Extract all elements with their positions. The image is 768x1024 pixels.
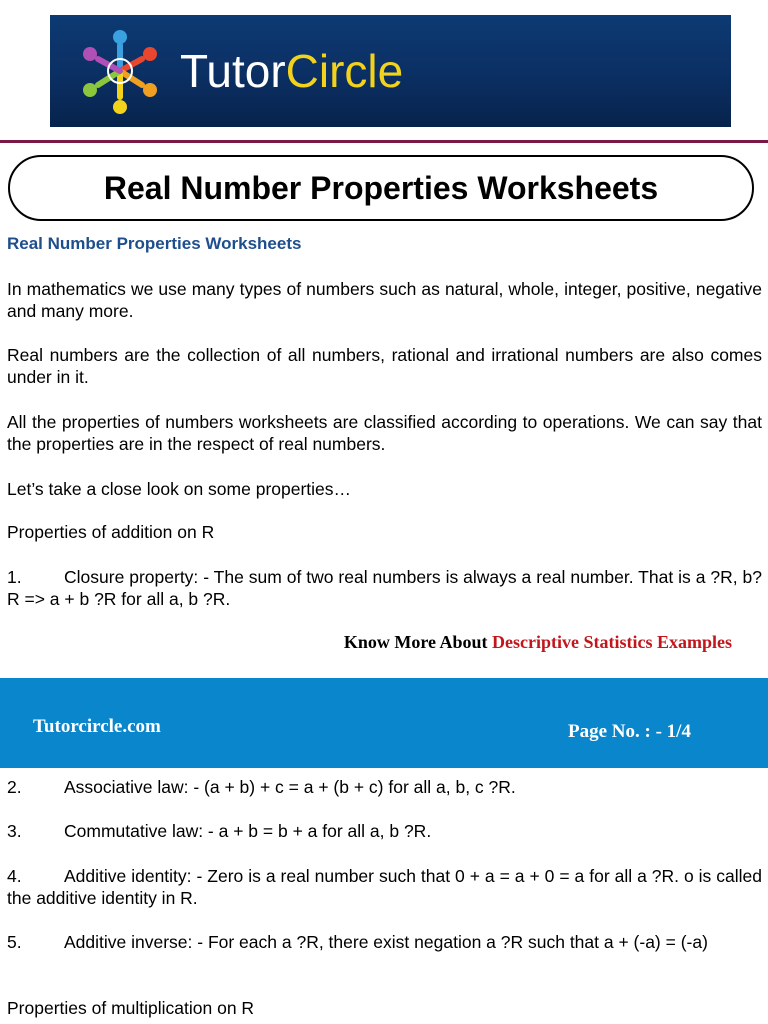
footer-page-number: Page No. : - 1/4 — [568, 721, 691, 742]
know-more-link[interactable]: Descriptive Statistics Examples — [492, 632, 732, 652]
brand-name-part2: Circle — [285, 45, 404, 97]
list-item-1 — [7, 566, 762, 610]
list-item-3 — [7, 820, 762, 842]
paragraph-4: Let’s take a close look on some properties… — [7, 479, 352, 499]
paragraph-5: Properties of addition on R — [7, 522, 215, 542]
list-item-text: Additive identity: - Zero is a real number such that 0 + a = a + 0 = a for all a ?R. o is called the additive identity in R. — [7, 866, 762, 908]
list-item-number: 4. — [7, 866, 22, 886]
brand-name — [180, 45, 403, 97]
list-item-number: 5. — [7, 932, 22, 952]
divider-line — [0, 140, 768, 143]
brand-banner — [50, 15, 731, 127]
list-item-text: Associative law: - (a + b) + c = a + (b + c) for all a, b, c ?R. — [64, 777, 516, 797]
list-item-5 — [7, 931, 762, 953]
know-more-prefix: Know More About — [343, 632, 493, 652]
list-item-number: 3. — [7, 821, 22, 841]
list-item-text: Commutative law: - a + b = b + a for all a, b ?R. — [64, 821, 432, 841]
page-footer — [0, 678, 768, 768]
paragraph-1: In mathematics we use many types of numbers such as natural, whole, integer, positive, negative and many more. — [7, 279, 762, 321]
paragraph-2: Real numbers are the collection of all numbers, rational and irrational numbers are also comes under in it. — [7, 345, 762, 387]
brand-name-part1: Tutor — [180, 45, 286, 97]
know-more — [344, 632, 732, 653]
footer-site[interactable]: Tutorcircle.com — [33, 716, 161, 737]
paragraph-3: All the properties of numbers worksheets are classified according to operations. We can say that the properties are in the respect of real numbers. — [7, 412, 762, 454]
closing-heading: Properties of multiplication on R — [7, 998, 255, 1018]
list-item-text: Closure property: - The sum of two real numbers is always a real number. That is a ?R, b?R => a + b ?R for all a, b ?R. — [7, 567, 762, 609]
list-item-2 — [7, 776, 762, 798]
page-title: Real Number Properties Worksheets — [103, 170, 659, 206]
list-item-4 — [7, 865, 762, 909]
tutorcircle-logo-icon — [70, 23, 170, 119]
list-item-text: Additive inverse: - For each a ?R, there exist negation a ?R such that a + (-a) = (-a) — [64, 932, 708, 952]
title-box — [8, 155, 754, 221]
list-item-number: 1. — [7, 567, 22, 587]
section-heading: Real Number Properties Worksheets — [7, 234, 302, 253]
list-item-number: 2. — [7, 777, 22, 797]
